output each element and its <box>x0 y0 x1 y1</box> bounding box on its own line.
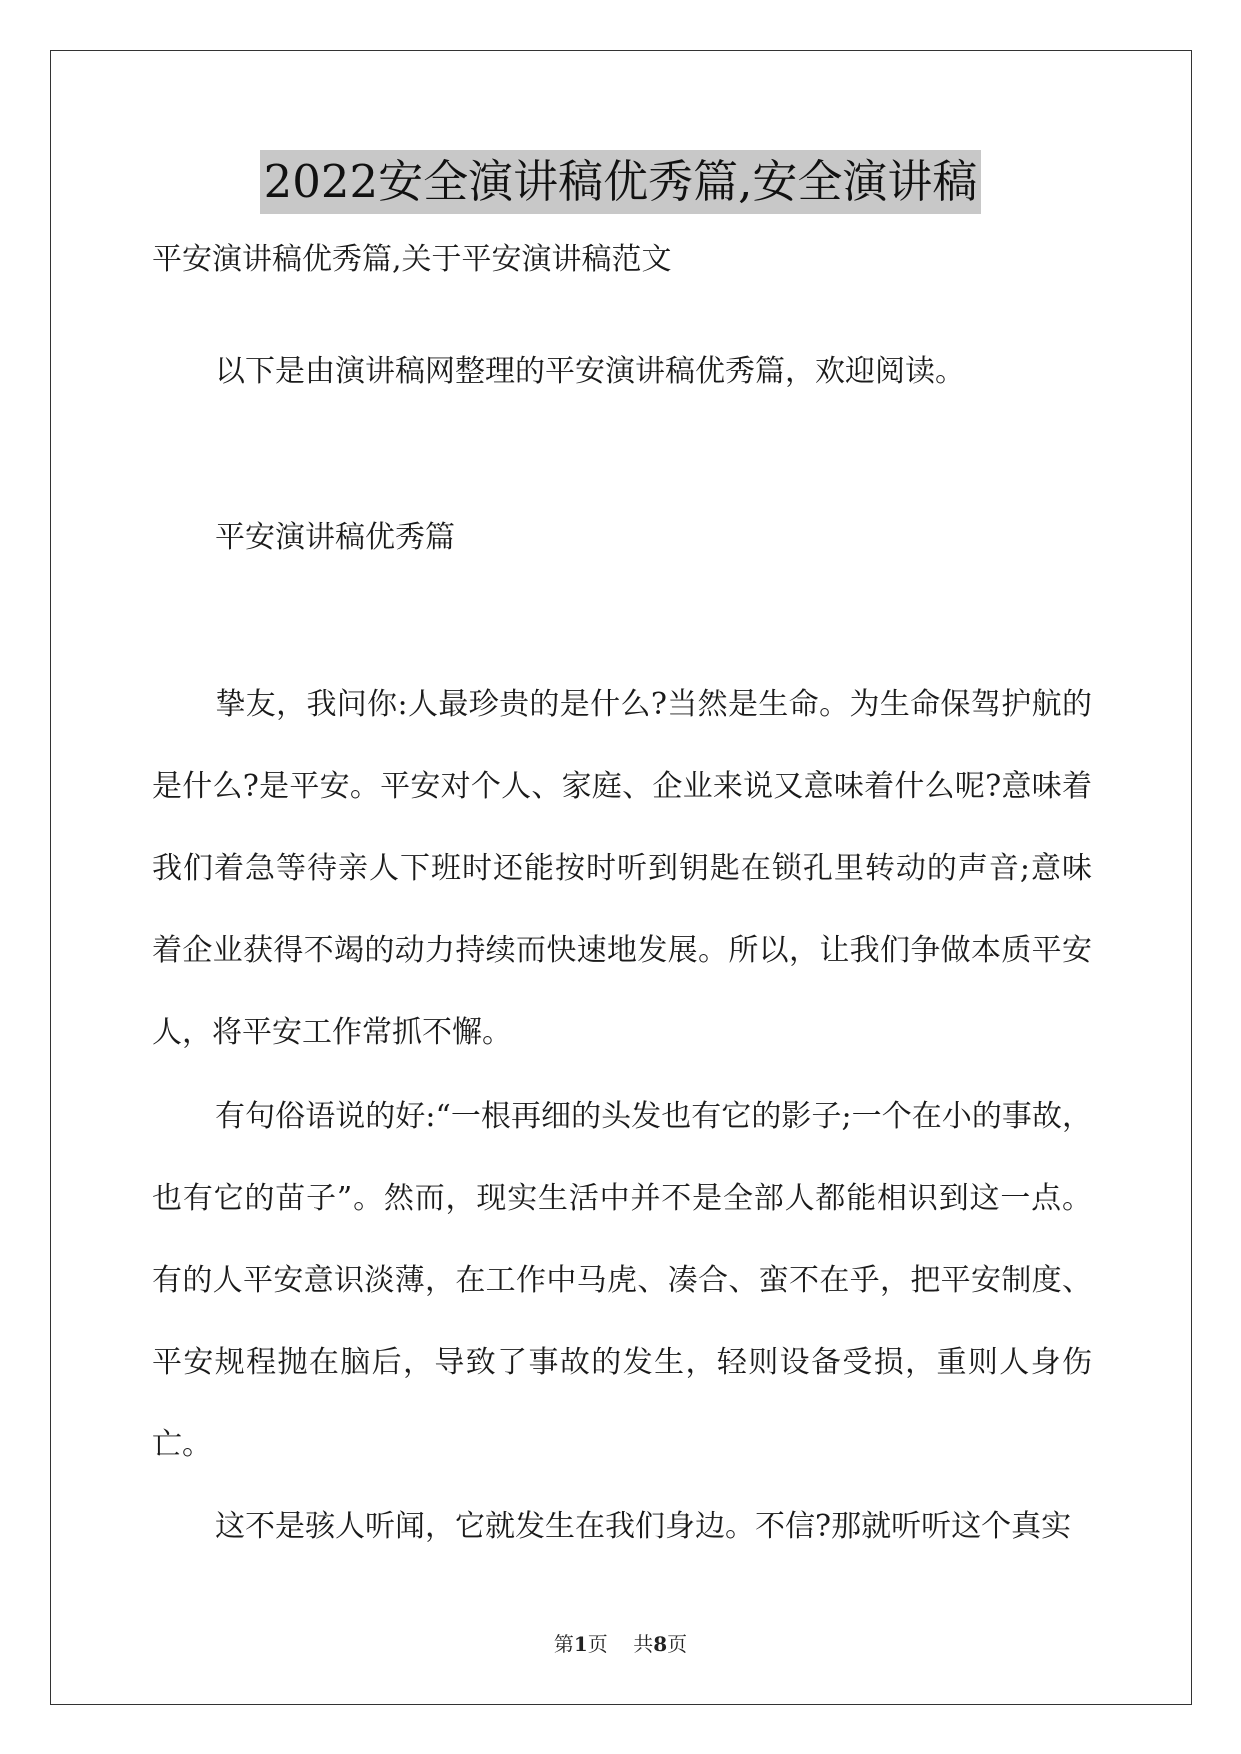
body-paragraph <box>152 1076 1092 1486</box>
page-prefix: 第 <box>553 1632 574 1656</box>
paragraph-text: 挚友，我问你:人最珍贵的是什么?当然是生命。为生命保驾护航的是什么?是平安。平安对个人、家庭、企业来说又意味着什么呢?意味着我们着急等待亲人下班时还能按时听到钥匙在锁孔里转动的声音;意味着企业获得不竭的动力持续而快速地发展。所以，让我们争做本质平安人，将平安工作常抓不懈。 <box>152 687 1092 1050</box>
intro-paragraph <box>152 331 1092 413</box>
document-title: 2022安全演讲稿优秀篇,安全演讲稿 <box>260 150 982 214</box>
total-suffix: 页 <box>667 1632 688 1656</box>
body-paragraph <box>152 664 1092 1074</box>
section-heading <box>152 497 1092 579</box>
section-heading-text: 平安演讲稿优秀篇 <box>215 520 455 555</box>
page-current: 1 <box>573 1632 588 1656</box>
page-suffix: 页 <box>587 1632 608 1656</box>
title-container <box>0 150 1241 214</box>
paragraph-text: 这不是骇人听闻，它就发生在我们身边。不信?那就听听这个真实 <box>215 1509 1072 1544</box>
body-paragraph <box>152 1486 1092 1568</box>
paragraph-text: 有句俗语说的好:“一根再细的头发也有它的影子;一个在小的事故，也有它的苗子”。然而，现实生活中并不是全部人都能相识到这一点。有的人平安意识淡薄，在工作中马虎、凑合、蛮不在乎，把平安制度、平安规程抛在脑后，导致了事故的发生，轻则设备受损，重则人身伤亡。 <box>152 1099 1092 1462</box>
page-footer <box>0 1630 1241 1658</box>
intro-text: 以下是由演讲稿网整理的平安演讲稿优秀篇，欢迎阅读。 <box>215 354 965 389</box>
total-prefix: 共 <box>633 1632 654 1656</box>
page-total: 8 <box>653 1632 668 1656</box>
document-subtitle: 平安演讲稿优秀篇,关于平安演讲稿范文 <box>152 242 672 277</box>
